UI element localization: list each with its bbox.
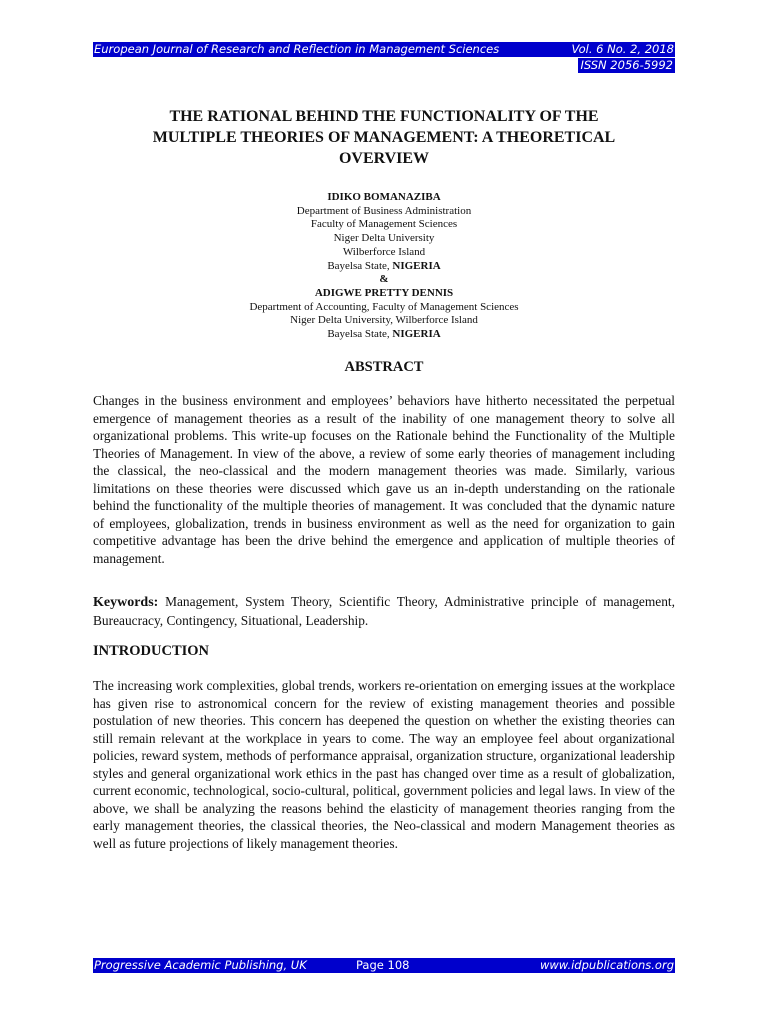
author-name: IDIKO BOMANAZIBA — [327, 191, 441, 203]
abstract-text: Changes in the business environment and employees’ behaviors have hitherto necessitated the perpetual emergence of management theories as a result of the inability of one management theory to solve all organizational problems. This write-up focuses on the Rationale behind the Functionality of the Multiple Theories of Management. In view of the above, a review of some early theories of management including the classical, the neo-classical and the modern management theories was made. Similarly, various limitations on these theories were discussed which gave us an in-depth understanding on the rationale behind the functionality of the multiple theories of management. It was concluded that the dynamic nature of employees, globalization, trends in business environment as well as the need for organization to gain competitive advantage has been the drive behind the emergence and application of multiple theories of management. — [93, 393, 675, 566]
author-country: NIGERIA — [392, 259, 441, 272]
author-state: Bayelsa State, NIGERIA — [327, 259, 441, 272]
author-department: Department of Accounting, Faculty of Management Sciences — [249, 300, 519, 313]
author-university: Niger Delta University, Wilberforce Island — [290, 314, 478, 327]
volume-info: Vol. 6 No. 2, 2018 — [571, 42, 674, 56]
footer-bar — [93, 958, 675, 973]
author-country: NIGERIA — [392, 328, 441, 341]
title-line: MULTIPLE THEORIES OF MANAGEMENT: A THEORETICAL — [152, 129, 616, 146]
abstract-heading: ABSTRACT — [344, 359, 424, 375]
keywords-label: Keywords: — [93, 595, 159, 610]
author-block — [93, 191, 675, 342]
author-state: Bayelsa State, NIGERIA — [327, 328, 441, 341]
issn-label: ISSN 2056-5992 — [580, 58, 673, 72]
journal-name: European Journal of Research and Reflection in Management Sciences — [94, 42, 500, 56]
title-line: OVERVIEW — [338, 150, 430, 167]
author-faculty: Faculty of Management Sciences — [310, 218, 458, 231]
journal-header-bar — [93, 42, 675, 57]
keywords-paragraph — [93, 593, 675, 629]
page-number: Page 108 — [356, 958, 410, 972]
keywords-text: Management, System Theory, Scientific Theory, Administrative principle of management, Bureaucracy, Contingency, Situational, Leadership. — [93, 594, 675, 628]
title-line: THE RATIONAL BEHIND THE FUNCTIONALITY OF THE — [169, 108, 599, 125]
introduction-text: The increasing work complexities, global trends, workers re-orientation on emerging issues at the workplace has given rise to astronomical concern for the review of existing management theories and possible postulation of new theories. This concern has deepened the question on whether the existing theories can still remain relevant at the workplace in years to come. The way an employee feel about organizational policies, reward system, methods of performance appraisal, organization structure, organizational leadership styles and general organizational work ethics in the past has changed over time as a result of globalization, current economic, technological, socio-cultural, political, government policies and legal laws. In view of the above, we shall be analyzing the reasons behind the elasticity of management theories ranging from the early management theories, the classical theories, the Neo-classical and modern Management theories as well as future projections of likely management theories. — [93, 678, 675, 851]
introduction-heading: INTRODUCTION — [93, 643, 210, 659]
website-link[interactable]: www.idpublications.org — [539, 958, 674, 972]
author-department: Department of Business Administration — [296, 204, 472, 217]
author-separator: & — [379, 273, 389, 286]
publisher-name: Progressive Academic Publishing, UK — [94, 958, 307, 972]
author-university: Niger Delta University — [333, 232, 435, 245]
author-name: ADIGWE PRETTY DENNIS — [314, 286, 454, 299]
author-location: Wilberforce Island — [342, 245, 426, 258]
paper-title — [93, 106, 675, 169]
